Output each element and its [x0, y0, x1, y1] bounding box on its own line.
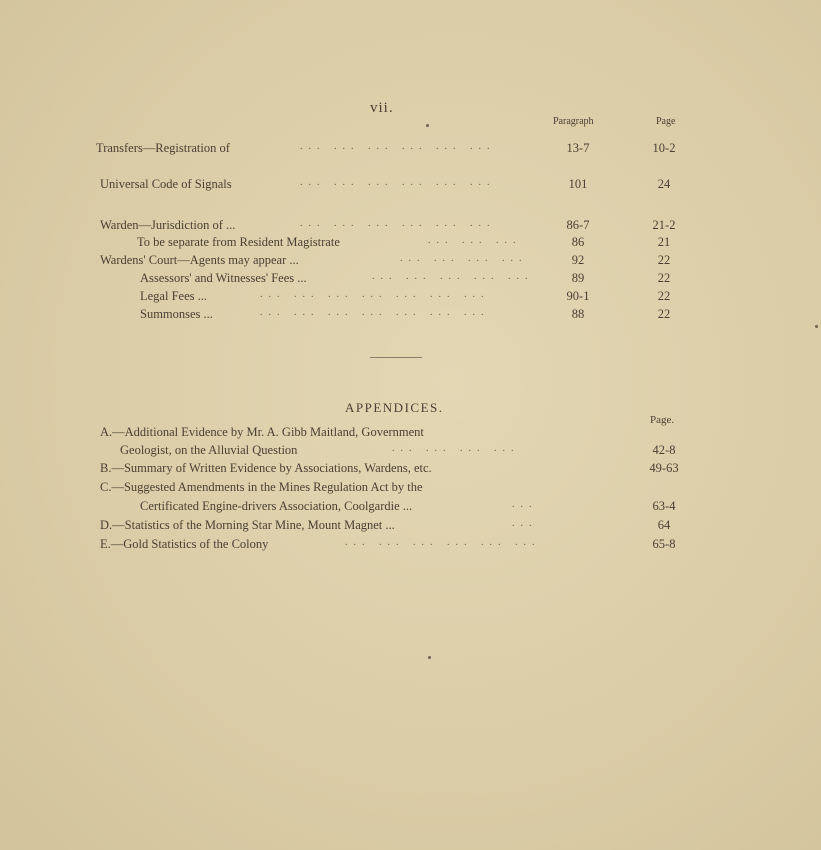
paper-speck — [428, 656, 431, 659]
entry-paragraph: 101 — [568, 177, 588, 191]
appendix-item — [0, 537, 821, 555]
appendix-line: D.—Statistics of the Morning Star Mine, Mount Magnet ... — [100, 518, 395, 532]
index-entry — [0, 218, 821, 236]
leader-dots: ... ... ... ... ... — [372, 271, 534, 282]
appendix-page: 49-63 — [649, 461, 679, 475]
leader-dots: ... ... ... ... ... ... — [300, 218, 496, 229]
entry-label: Legal Fees ... — [140, 289, 207, 303]
leader-dots: ... ... ... — [428, 235, 522, 246]
entry-page: 24 — [657, 177, 671, 191]
appendix-item — [0, 425, 821, 443]
appendix-line: Geologist, on the Alluvial Question — [120, 443, 298, 457]
entry-page: 21-2 — [652, 218, 676, 232]
entry-paragraph: 13-7 — [566, 141, 590, 155]
entry-page: 22 — [657, 253, 671, 267]
leader-dots: ... ... ... ... ... ... — [300, 177, 496, 188]
paper-speck — [426, 124, 429, 127]
appendix-page: 42-8 — [652, 443, 676, 457]
entry-page: 21 — [657, 235, 671, 249]
entry-label: Assessors' and Witnesses' Fees ... — [140, 271, 307, 285]
entry-label: Summonses ... — [140, 307, 213, 321]
appendix-item — [0, 443, 821, 461]
appendix-item — [0, 480, 821, 498]
index-entry — [0, 141, 821, 159]
entry-label: Universal Code of Signals — [100, 177, 232, 191]
index-entry — [0, 289, 821, 307]
entry-label: Wardens' Court—Agents may appear ... — [100, 253, 299, 267]
index-entry — [0, 235, 821, 253]
leader-dots: ... ... ... ... — [392, 443, 520, 454]
entry-paragraph: 89 — [571, 271, 585, 285]
appendices-page-heading: Page. — [650, 414, 675, 426]
index-entry — [0, 253, 821, 271]
entry-page: 22 — [657, 289, 671, 303]
paper-speck — [815, 325, 818, 328]
page-column-heading: Page — [656, 116, 676, 127]
appendix-line: A.—Additional Evidence by Mr. A. Gibb Maitland, Government — [100, 425, 424, 439]
appendix-line: Certificated Engine-drivers Association, Coolgardie ... — [140, 499, 413, 513]
leader-dots: ... ... ... ... ... ... — [300, 141, 496, 152]
appendix-line: E.—Gold Statistics of the Colony — [100, 537, 269, 551]
entry-label: Warden—Jurisdiction of ... — [100, 218, 236, 232]
appendix-line: C.—Suggested Amendments in the Mines Regulation Act by the — [100, 480, 423, 494]
section-divider — [370, 357, 422, 358]
leader-dots: ... — [512, 518, 538, 529]
appendix-page: 64 — [657, 518, 671, 532]
leader-dots: ... — [512, 499, 538, 510]
appendices-title: APPENDICES. — [345, 400, 444, 415]
entry-paragraph: 86 — [571, 235, 585, 249]
appendix-line: B.—Summary of Written Evidence by Associations, Wardens, etc. — [100, 461, 432, 475]
entry-label: To be separate from Resident Magistrate — [137, 235, 340, 249]
leader-dots: ... ... ... ... — [400, 253, 528, 264]
index-entry — [0, 177, 821, 195]
entry-paragraph: 92 — [571, 253, 585, 267]
entry-paragraph: 90-1 — [566, 289, 590, 303]
index-entry — [0, 271, 821, 289]
page-number: vii. — [370, 100, 394, 116]
appendix-item — [0, 518, 821, 536]
leader-dots: ... ... ... ... ... ... ... — [260, 307, 490, 318]
entry-paragraph: 86-7 — [566, 218, 590, 232]
appendix-item — [0, 499, 821, 517]
paragraph-column-heading: Paragraph — [553, 116, 594, 127]
entry-paragraph: 88 — [571, 307, 585, 321]
index-entry — [0, 307, 821, 325]
appendix-item — [0, 461, 821, 479]
appendix-page: 65-8 — [652, 537, 676, 551]
leader-dots: ... ... ... ... ... ... ... — [260, 289, 490, 300]
leader-dots: ... ... ... ... ... ... — [345, 537, 541, 548]
entry-page: 22 — [657, 307, 671, 321]
entry-page: 10-2 — [652, 141, 676, 155]
appendix-page: 63-4 — [652, 499, 676, 513]
entry-label: Transfers—Registration of — [96, 141, 230, 155]
entry-page: 22 — [657, 271, 671, 285]
